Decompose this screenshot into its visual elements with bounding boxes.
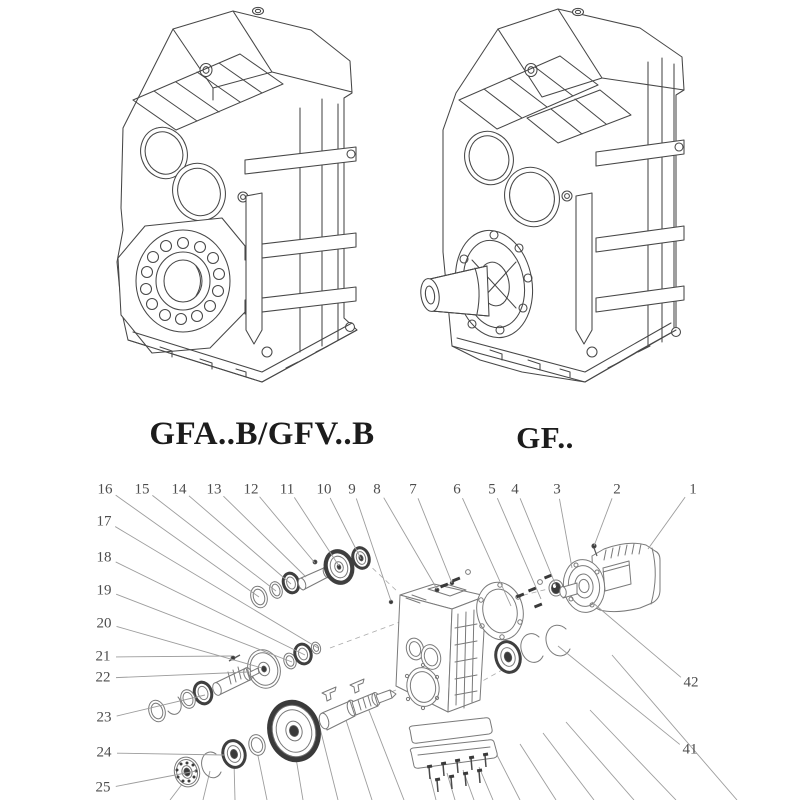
output-flange	[419, 224, 541, 344]
snap-ring	[202, 752, 221, 778]
callout-label-1: 1	[689, 481, 697, 498]
gearbox-right-drawing	[419, 8, 684, 382]
callout-label-5: 5	[488, 481, 496, 498]
caption-right-model: GF..	[516, 420, 574, 455]
callout-layer	[96, 481, 699, 795]
gearbox-left-drawing	[117, 7, 357, 382]
callout-label-42: 42	[683, 674, 699, 691]
tension-rod	[576, 193, 592, 344]
callout-leader-4	[520, 498, 556, 586]
callout-label-3: 3	[553, 481, 561, 498]
callout-leader-11	[294, 497, 339, 566]
callout-label-13: 13	[206, 481, 222, 498]
callout-label-12: 12	[243, 481, 259, 498]
callout-label-4: 4	[511, 481, 519, 498]
callout-leader-7	[418, 498, 452, 583]
callout-label-2: 2	[613, 481, 621, 498]
callout-leader-8	[384, 498, 437, 589]
callout-leader-42	[592, 602, 681, 677]
callout-label-6: 6	[453, 481, 461, 498]
callout-label-19: 19	[96, 582, 112, 599]
callout-leader-18	[116, 562, 305, 655]
callout-label-25: 25	[95, 779, 111, 796]
callout-leader-21	[116, 656, 232, 657]
callout-label-10: 10	[316, 481, 332, 498]
callout-label-15: 15	[134, 481, 150, 498]
callout-label-17: 17	[96, 513, 112, 530]
callout-leader-24	[117, 753, 224, 755]
callout-label-9: 9	[348, 481, 356, 498]
callout-leader-15	[152, 495, 276, 591]
callout-label-24: 24	[96, 744, 112, 761]
callout-leader-14	[189, 496, 291, 584]
callout-label-8: 8	[373, 481, 381, 498]
callout-label-14: 14	[171, 481, 187, 498]
shaft-keys	[322, 679, 364, 701]
exploded-view	[96, 481, 738, 800]
callout-label-21: 21	[95, 648, 111, 665]
snap-ring	[546, 625, 570, 656]
tension-rod	[246, 193, 262, 344]
callout-label-7: 7	[409, 481, 417, 498]
callout-label-20: 20	[96, 615, 112, 632]
callout-label-18: 18	[96, 549, 112, 566]
snap-ring	[521, 634, 543, 663]
callout-label-41: 41	[682, 741, 698, 758]
callout-leader-12	[260, 497, 315, 563]
callout-label-22: 22	[95, 669, 111, 686]
motor	[559, 543, 660, 615]
snap-ring	[168, 697, 181, 714]
cover-gaskets	[409, 718, 497, 792]
caption-left-model: GFA..B/GFV..B	[149, 416, 375, 452]
callout-label-16: 16	[97, 481, 113, 498]
callout-leader-20	[117, 626, 262, 668]
housing	[389, 581, 486, 712]
callout-leader-1	[648, 497, 685, 549]
callout-label-11: 11	[279, 481, 295, 498]
callout-label-23: 23	[96, 709, 112, 726]
input-shaft-assembly	[248, 546, 372, 610]
callout-leader-2	[594, 498, 612, 546]
callout-leader-3	[559, 499, 572, 568]
